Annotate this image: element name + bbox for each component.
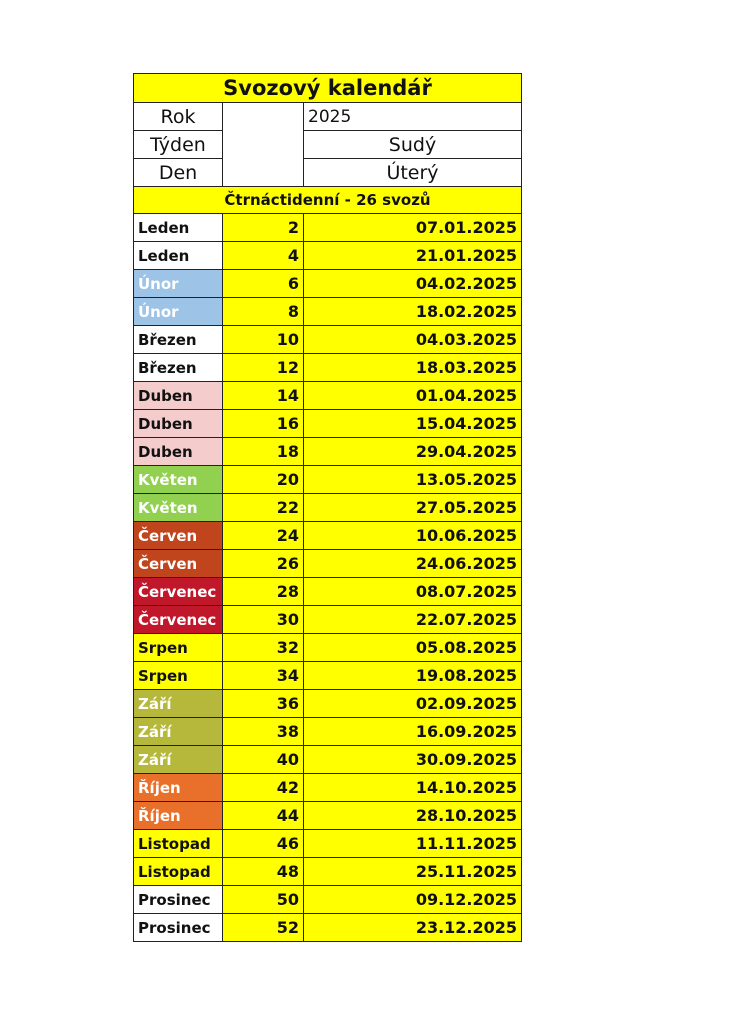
- collection-date-cell: 01.04.2025: [304, 382, 522, 410]
- week-number-cell: 46: [223, 830, 304, 858]
- month-cell: Červen: [134, 550, 223, 578]
- table-row: [134, 858, 522, 886]
- subtitle-row: [134, 187, 522, 214]
- collection-date-cell: 18.02.2025: [304, 298, 522, 326]
- collection-date-cell: 05.08.2025: [304, 634, 522, 662]
- week-number-cell: 28: [223, 578, 304, 606]
- week-value: Sudý: [304, 131, 522, 159]
- month-cell: Listopad: [134, 830, 223, 858]
- collection-date-cell: 19.08.2025: [304, 662, 522, 690]
- collection-date-cell: 23.12.2025: [304, 914, 522, 942]
- table-row: [134, 606, 522, 634]
- collection-date-cell: 14.10.2025: [304, 774, 522, 802]
- month-cell: Září: [134, 690, 223, 718]
- month-cell: Září: [134, 718, 223, 746]
- collection-date-cell: 30.09.2025: [304, 746, 522, 774]
- collection-date-cell: 25.11.2025: [304, 858, 522, 886]
- month-cell: Květen: [134, 466, 223, 494]
- table-row: [134, 746, 522, 774]
- month-cell: Květen: [134, 494, 223, 522]
- day-row: [134, 159, 522, 187]
- month-cell: Září: [134, 746, 223, 774]
- year-label: Rok: [134, 103, 223, 131]
- collection-date-cell: 28.10.2025: [304, 802, 522, 830]
- table-row: [134, 886, 522, 914]
- year-value: 2025: [304, 103, 522, 131]
- table-row: [134, 466, 522, 494]
- collection-date-cell: 18.03.2025: [304, 354, 522, 382]
- month-cell: Duben: [134, 410, 223, 438]
- week-number-cell: 38: [223, 718, 304, 746]
- week-number-cell: 36: [223, 690, 304, 718]
- month-cell: Srpen: [134, 634, 223, 662]
- calendar-body: [134, 74, 522, 942]
- month-cell: Březen: [134, 354, 223, 382]
- month-cell: Leden: [134, 214, 223, 242]
- week-number-cell: 30: [223, 606, 304, 634]
- month-cell: Duben: [134, 382, 223, 410]
- week-number-cell: 24: [223, 522, 304, 550]
- month-cell: Únor: [134, 270, 223, 298]
- table-row: [134, 298, 522, 326]
- table-row: [134, 522, 522, 550]
- week-number-cell: 12: [223, 354, 304, 382]
- month-cell: Říjen: [134, 774, 223, 802]
- month-cell: Březen: [134, 326, 223, 354]
- collection-date-cell: 10.06.2025: [304, 522, 522, 550]
- week-number-cell: 2: [223, 214, 304, 242]
- week-number-cell: 40: [223, 746, 304, 774]
- month-cell: Říjen: [134, 802, 223, 830]
- month-cell: Únor: [134, 298, 223, 326]
- week-number-cell: 48: [223, 858, 304, 886]
- month-cell: Prosinec: [134, 914, 223, 942]
- week-number-cell: 8: [223, 298, 304, 326]
- collection-date-cell: 04.03.2025: [304, 326, 522, 354]
- collection-date-cell: 29.04.2025: [304, 438, 522, 466]
- week-number-cell: 52: [223, 914, 304, 942]
- day-value: Úterý: [304, 159, 522, 187]
- table-row: [134, 326, 522, 354]
- table-row: [134, 718, 522, 746]
- collection-calendar-table: [133, 73, 522, 942]
- year-row: [134, 103, 522, 131]
- collection-date-cell: 13.05.2025: [304, 466, 522, 494]
- collection-date-cell: 11.11.2025: [304, 830, 522, 858]
- week-number-cell: 10: [223, 326, 304, 354]
- week-number-cell: 42: [223, 774, 304, 802]
- collection-date-cell: 08.07.2025: [304, 578, 522, 606]
- table-row: [134, 382, 522, 410]
- table-row: [134, 354, 522, 382]
- table-row: [134, 438, 522, 466]
- table-row: [134, 662, 522, 690]
- month-cell: Prosinec: [134, 886, 223, 914]
- collection-date-cell: 27.05.2025: [304, 494, 522, 522]
- month-cell: Duben: [134, 438, 223, 466]
- table-row: [134, 410, 522, 438]
- collection-date-cell: 09.12.2025: [304, 886, 522, 914]
- table-row: [134, 270, 522, 298]
- month-cell: Červenec: [134, 578, 223, 606]
- week-number-cell: 34: [223, 662, 304, 690]
- table-row: [134, 550, 522, 578]
- table-row: [134, 774, 522, 802]
- table-row: [134, 802, 522, 830]
- collection-date-cell: 22.07.2025: [304, 606, 522, 634]
- table-row: [134, 690, 522, 718]
- collection-date-cell: 16.09.2025: [304, 718, 522, 746]
- calendar-title: Svozový kalendář: [134, 74, 522, 103]
- collection-date-cell: 21.01.2025: [304, 242, 522, 270]
- table-row: [134, 494, 522, 522]
- week-number-cell: 16: [223, 410, 304, 438]
- week-number-cell: 26: [223, 550, 304, 578]
- week-number-cell: 44: [223, 802, 304, 830]
- calendar-subtitle: Čtrnáctidenní - 26 svozů: [134, 187, 522, 214]
- week-label: Týden: [134, 131, 223, 159]
- month-cell: Červen: [134, 522, 223, 550]
- month-cell: Leden: [134, 242, 223, 270]
- month-cell: Listopad: [134, 858, 223, 886]
- week-number-cell: 18: [223, 438, 304, 466]
- table-row: [134, 914, 522, 942]
- table-row: [134, 830, 522, 858]
- collection-date-cell: 04.02.2025: [304, 270, 522, 298]
- week-number-cell: 6: [223, 270, 304, 298]
- week-number-cell: 50: [223, 886, 304, 914]
- week-number-cell: 32: [223, 634, 304, 662]
- table-row: [134, 578, 522, 606]
- collection-date-cell: 15.04.2025: [304, 410, 522, 438]
- month-cell: Červenec: [134, 606, 223, 634]
- week-number-cell: 22: [223, 494, 304, 522]
- collection-date-cell: 24.06.2025: [304, 550, 522, 578]
- week-number-cell: 20: [223, 466, 304, 494]
- week-number-cell: 4: [223, 242, 304, 270]
- month-cell: Srpen: [134, 662, 223, 690]
- table-row: [134, 214, 522, 242]
- collection-date-cell: 02.09.2025: [304, 690, 522, 718]
- title-row: [134, 74, 522, 103]
- collection-date-cell: 07.01.2025: [304, 214, 522, 242]
- day-label: Den: [134, 159, 223, 187]
- table-row: [134, 634, 522, 662]
- table-row: [134, 242, 522, 270]
- week-number-cell: 14: [223, 382, 304, 410]
- header-empty-cell: [223, 103, 304, 187]
- week-row: [134, 131, 522, 159]
